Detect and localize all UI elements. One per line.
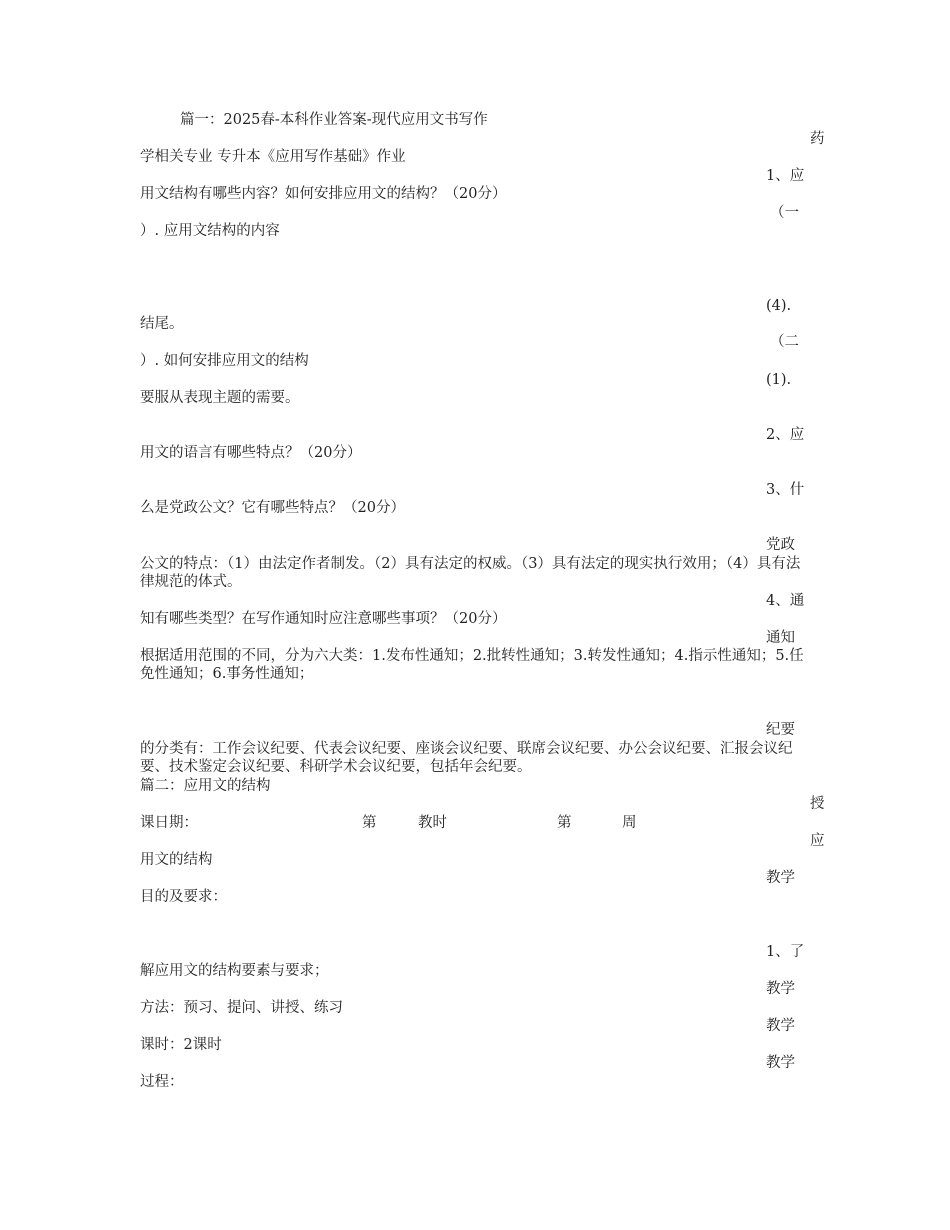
margin-fragment: 教学 [766, 1055, 795, 1071]
subtitle-line: 学相关专业 专升本《应用写作基础》作业 [140, 149, 406, 165]
margin-fragment: 应 [810, 833, 825, 849]
margin-fragment: （一 [770, 205, 799, 221]
official-document-features: 公文的特点：（1）由法定作者制发。（2）具有法定的权威。（3）具有法定的现实执行效用；（4）具有法律规范的体式。 [140, 556, 801, 590]
goals-label: 目的及要求： [140, 889, 227, 905]
goal-1: 解应用文的结构要素与要求； [140, 963, 329, 979]
margin-fragment: 党政 [766, 537, 795, 553]
margin-fragment: (4). [766, 298, 792, 314]
question-1: 用文结构有哪些内容？如何安排应用文的结构？（20分） [140, 186, 507, 202]
teaching-method: 方法：预习、提问、讲授、练习 [140, 1000, 343, 1016]
lesson-number-label: 第 [362, 815, 377, 831]
margin-fragment: (1). [766, 372, 792, 388]
margin-fragment: 教学 [766, 870, 795, 886]
lesson-topic: 用文的结构 [140, 852, 213, 868]
question-3: 么是党政公文？它有哪些特点？（20分） [140, 500, 405, 516]
section-2-heading: 篇二：应用文的结构 [140, 778, 271, 794]
margin-fragment: 授 [810, 796, 825, 812]
margin-fragment: 教学 [766, 981, 795, 997]
question-4: 知有哪些类型？在写作通知时应注意哪些事项？（20分） [140, 611, 507, 627]
week-unit-label: 周 [622, 815, 637, 831]
margin-fragment: 1、应 [766, 168, 805, 184]
margin-fragment: （二 [770, 334, 799, 350]
document-heading: 篇一：2025春-本科作业答案-现代应用文书写作 [180, 112, 488, 128]
q1-part1-heading: ）. 应用文结构的内容 [140, 223, 280, 239]
q1-part2-heading: ）. 如何安排应用文的结构 [140, 353, 309, 369]
theme-line: 要服从表现主题的需要。 [140, 390, 300, 406]
margin-fragment: 纪要 [766, 722, 795, 738]
margin-fragment: 3、什 [766, 482, 805, 498]
lesson-unit-label: 教时 [418, 815, 447, 831]
margin-fragment: 通知 [766, 630, 795, 646]
margin-fragment: 2、应 [766, 427, 805, 443]
notice-types-paragraph: 根据适用范围的不同，分为六大类：1.发布性通知；2.批转性通知；3.转发性通知；4.指示性通知；5.任免性通知；6.事务性通知； [140, 648, 804, 682]
margin-fragment: 4、通 [766, 593, 805, 609]
ending-line: 结尾。 [140, 316, 184, 332]
margin-fragment: 药 [810, 131, 825, 147]
question-2: 用文的语言有哪些特点？（20分） [140, 445, 362, 461]
week-number-label: 第 [557, 815, 572, 831]
class-date-label: 课日期： [140, 815, 198, 831]
process-label: 过程： [140, 1074, 184, 1090]
minutes-types-paragraph: 的分类有：工作会议纪要、代表会议纪要、座谈会议纪要、联席会议纪要、办公会议纪要、汇报会议纪要、技术鉴定会议纪要、科研学术会议纪要，包括年会纪要。 [140, 741, 793, 775]
class-hours: 课时：2课时 [140, 1037, 222, 1053]
margin-fragment: 1、了 [766, 944, 805, 960]
margin-fragment: 教学 [766, 1018, 795, 1034]
